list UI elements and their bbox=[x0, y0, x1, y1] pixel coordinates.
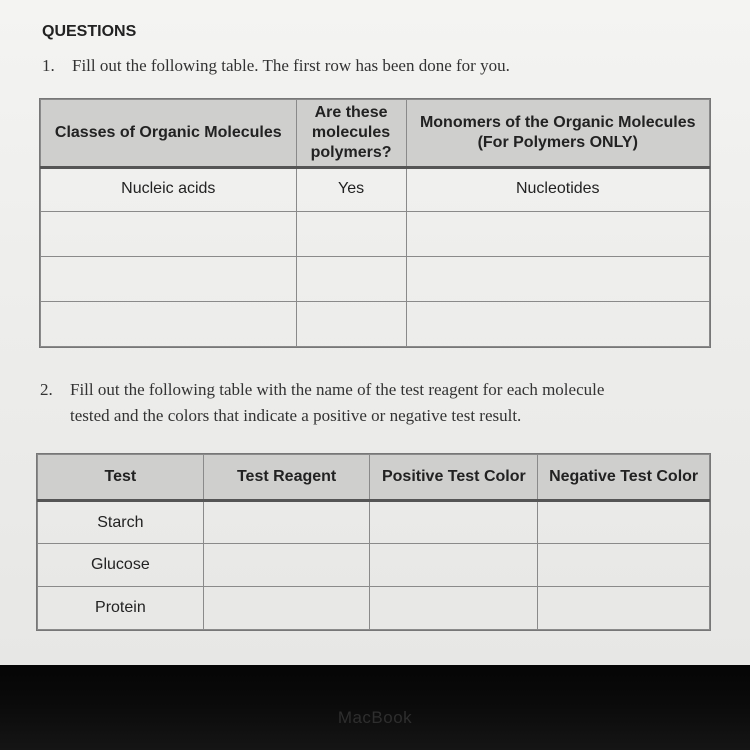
table-cell[interactable]: Protein bbox=[38, 587, 204, 630]
header-negative-color: Negative Test Color bbox=[538, 455, 710, 501]
table-row bbox=[38, 544, 710, 587]
table-cell[interactable] bbox=[406, 257, 710, 302]
table-cell[interactable] bbox=[370, 587, 538, 630]
table-row bbox=[41, 168, 710, 212]
device-label: MacBook bbox=[337, 708, 413, 727]
table-cell[interactable] bbox=[41, 212, 297, 257]
table-cell[interactable]: Yes bbox=[296, 168, 406, 212]
table-cell[interactable] bbox=[41, 302, 297, 347]
question-1 bbox=[42, 53, 722, 79]
question-2-number: 2. bbox=[40, 380, 53, 399]
header-classes: Classes of Organic Molecules bbox=[41, 100, 297, 168]
question-2 bbox=[40, 377, 730, 431]
table-row bbox=[38, 587, 710, 630]
header-test-reagent: Test Reagent bbox=[203, 455, 370, 501]
question-2-line-1: Fill out the following table with the name of the test reagent for each molecule bbox=[70, 380, 605, 399]
table-header-row bbox=[41, 100, 710, 168]
questions-heading: QUESTIONS bbox=[42, 23, 137, 40]
table-row bbox=[41, 212, 710, 257]
header-test: Test bbox=[38, 455, 204, 501]
table-cell[interactable]: Nucleic acids bbox=[41, 168, 297, 212]
table-cell[interactable] bbox=[296, 212, 406, 257]
table-cell[interactable] bbox=[41, 257, 297, 302]
table-cell[interactable] bbox=[203, 587, 370, 630]
table-header-row bbox=[38, 455, 710, 501]
table-cell[interactable] bbox=[203, 544, 370, 587]
table-cell[interactable] bbox=[203, 501, 370, 544]
table-cell[interactable] bbox=[538, 544, 710, 587]
test-reagent-table bbox=[37, 454, 710, 630]
table-cell[interactable]: Glucose bbox=[38, 544, 204, 587]
question-2-line-2: tested and the colors that indicate a positive or negative test result. bbox=[70, 406, 522, 425]
table-cell[interactable]: Nucleotides bbox=[406, 168, 710, 212]
table-cell[interactable] bbox=[370, 501, 538, 544]
question-1-number: 1. bbox=[42, 56, 55, 75]
table-cell[interactable] bbox=[538, 587, 710, 630]
header-polymers: Are these molecules polymers? bbox=[296, 100, 406, 168]
organic-molecules-table bbox=[40, 99, 710, 347]
header-monomers: Monomers of the Organic Molecules (For Polymers ONLY) bbox=[406, 100, 710, 168]
header-positive-color: Positive Test Color bbox=[370, 455, 538, 501]
table-row bbox=[41, 302, 710, 347]
question-1-text: Fill out the following table. The first row has been done for you. bbox=[72, 56, 510, 75]
table-cell[interactable] bbox=[296, 257, 406, 302]
table-cell[interactable] bbox=[370, 544, 538, 587]
table-cell[interactable] bbox=[406, 302, 710, 347]
table-cell[interactable] bbox=[406, 212, 710, 257]
table-cell[interactable] bbox=[296, 302, 406, 347]
table-cell[interactable] bbox=[538, 501, 710, 544]
table-cell[interactable]: Starch bbox=[38, 501, 204, 544]
table-row bbox=[41, 257, 710, 302]
table-row bbox=[38, 501, 710, 544]
